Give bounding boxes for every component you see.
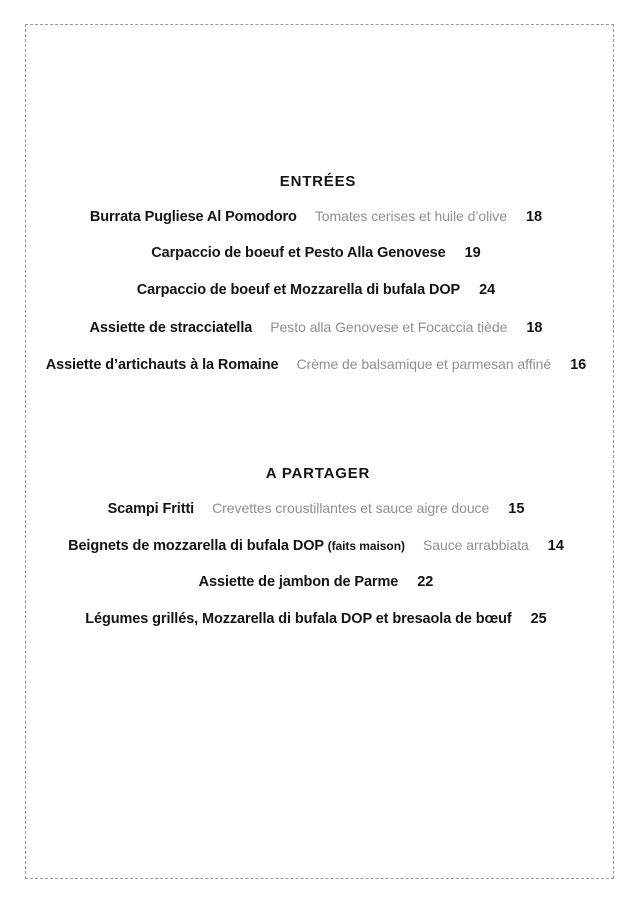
menu-item-description: Pesto alla Genovese et Focaccia tiède [270, 319, 508, 335]
menu-item-name: Scampi Fritti [107, 501, 195, 517]
menu-item-row [0, 206, 636, 243]
menu-item-row [0, 317, 636, 354]
menu-item-price: 24 [479, 282, 496, 298]
menu-item-name-text: Beignets de mozzarella di bufala DOP [68, 538, 324, 554]
menu-item-description: Sauce arrabbiata [422, 537, 529, 553]
section-title: ENTRÉES [279, 173, 357, 190]
menu-item-price: 25 [530, 611, 547, 627]
menu-item-price: 18 [526, 320, 543, 336]
menu-item-price: 14 [547, 538, 564, 554]
menu-item-name: Assiette de stracciatella [89, 320, 253, 336]
menu-item-row [0, 498, 636, 535]
section-item-list [0, 206, 640, 391]
menu-item-name: Légumes grillés, Mozzarella di bufala DOP et bresaola de bœuf [85, 611, 512, 627]
menu-item-row [0, 280, 636, 317]
menu-item-price: 19 [464, 245, 481, 261]
section-item-list [0, 498, 640, 646]
menu-item-price: 18 [525, 209, 543, 225]
menu-item-name: Carpaccio de boeuf et Pesto Alla Genovese [151, 245, 446, 261]
menu-item-name [68, 536, 405, 556]
menu-item-description: Crevettes croustillantes et sauce aigre douce [212, 500, 490, 516]
menu-item-description: Crème de balsamique et parmesan affiné [296, 356, 552, 372]
menu-item-price: 22 [417, 574, 434, 590]
menu-item-name: Carpaccio de boeuf et Mozzarella di bufala DOP [136, 282, 461, 298]
menu-item-row [0, 243, 636, 280]
menu-item-name: Burrata Pugliese Al Pomodoro [89, 209, 297, 225]
menu-item-row [0, 572, 636, 609]
section-title: A PARTAGER [265, 465, 371, 482]
menu-item-name: Assiette d’artichauts à la Romaine [45, 357, 279, 373]
menu-item-row [0, 354, 636, 391]
menu-item-note: (faits maison) [327, 539, 405, 553]
menu-item-row [0, 609, 636, 646]
menu-item-row [0, 535, 636, 572]
menu-section-a-partager [0, 464, 640, 646]
menu-item-price: 16 [570, 357, 587, 373]
menu-item-description: Tomates cerises et huile d’olive [314, 208, 507, 224]
menu-item-price: 15 [508, 501, 525, 517]
menu-item-name: Assiette de jambon de Parme [198, 574, 399, 590]
menu-section-entrees [0, 172, 640, 391]
